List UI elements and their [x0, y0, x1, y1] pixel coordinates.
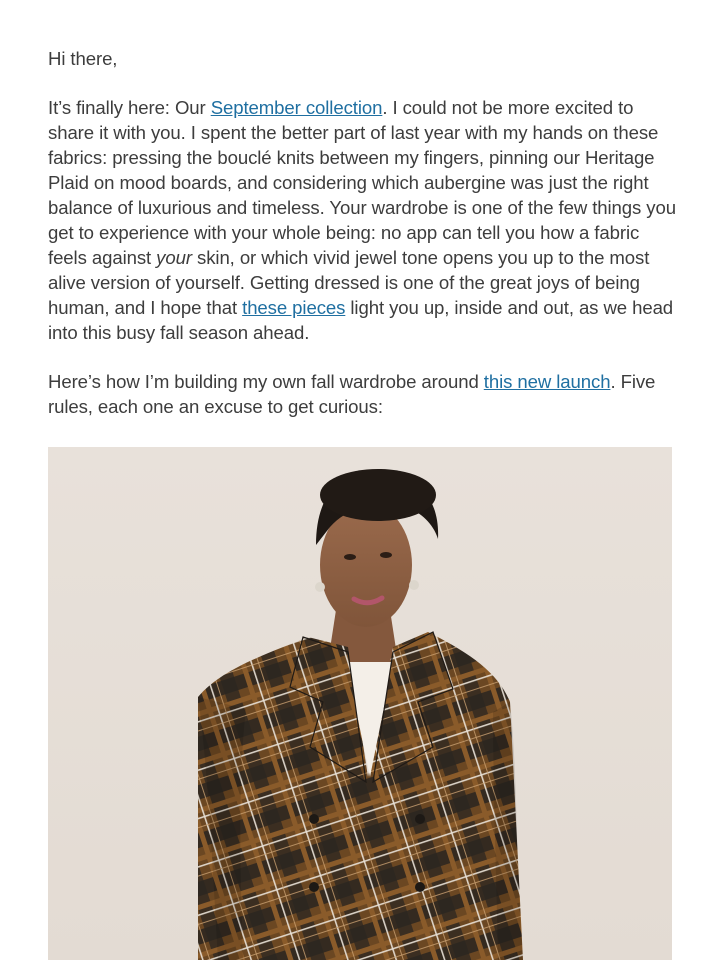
greeting-text: Hi there, — [48, 48, 118, 69]
intro-text-4: light you up, inside and out, as we head into this busy fall season ahead. — [48, 297, 674, 343]
rules-intro-text-1: Here’s how I’m building my own fall wardrobe around — [48, 371, 484, 392]
these-pieces-link[interactable]: these pieces — [242, 297, 346, 318]
intro-text-3: skin, or which vivid jewel tone opens you up to the most alive version of yourself. Getting dressed is one of the great joys of being human, and I hope that — [48, 247, 650, 318]
new-launch-link[interactable]: this new launch — [483, 371, 611, 392]
rules-intro-text-2: . Five rules, each one an excuse to get curious: — [48, 371, 656, 417]
intro-text-2: . I could not be more excited to share it with you. I spent the better part of last year with my hands on these fabrics: pressing the bouclé knits between my fingers, pinning our Heritage Plaid on mood boards, and considering which aubergine was just the right balance of luxurious and timeless. Your wardrobe is one of the few things you get to experience with your whole being: no app can tell you how a fabric feels against — [48, 97, 676, 268]
rules-intro-paragraph — [48, 369, 678, 419]
september-collection-link[interactable]: September collection — [210, 97, 383, 118]
intro-emphasis: your — [156, 247, 192, 268]
model-in-plaid-blazer-illustration — [48, 447, 672, 960]
intro-text-1: It’s finally here: Our — [48, 97, 211, 118]
greeting — [48, 46, 678, 71]
intro-paragraph — [48, 95, 678, 345]
hero-image[interactable] — [48, 447, 672, 960]
